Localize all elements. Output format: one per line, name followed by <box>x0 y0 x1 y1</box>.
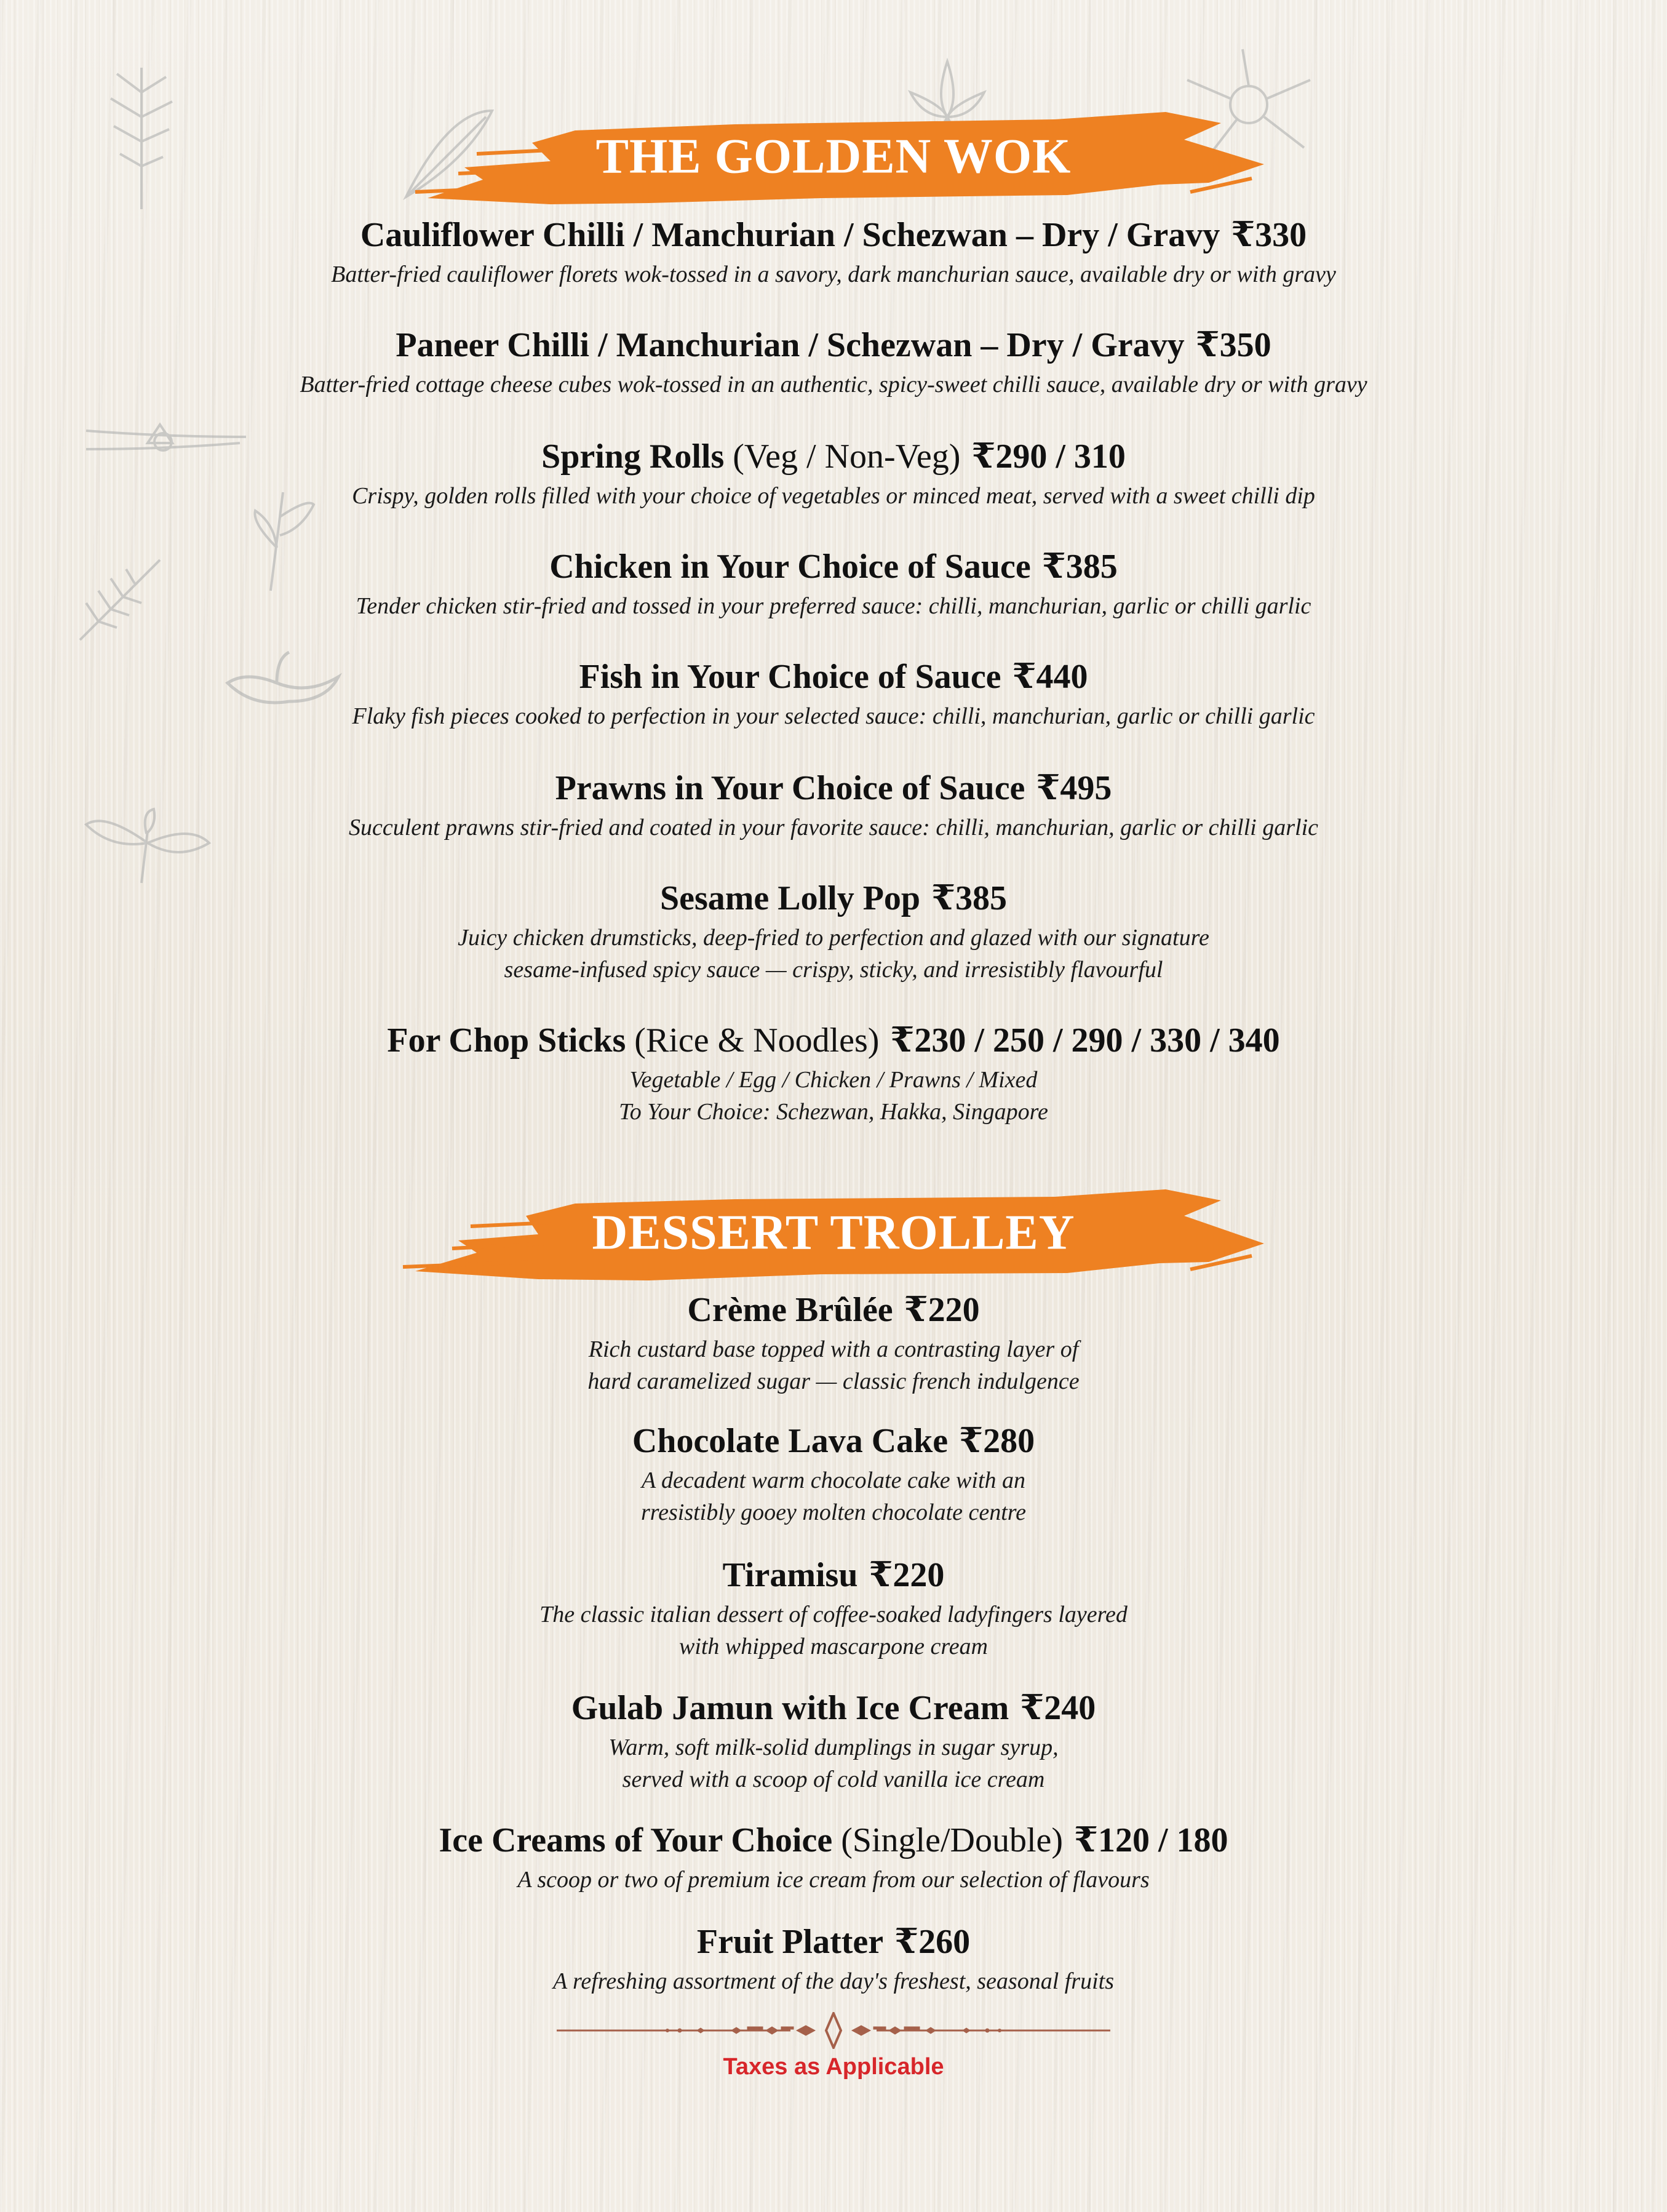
item-description: sesame-infused spicy sauce — crispy, sticky, and irresistibly flavourful <box>504 957 1163 983</box>
menu-item <box>0 1421 1667 1528</box>
item-name: Sesame Lolly Pop <box>659 879 921 917</box>
item-description: Rich custard base topped with a contrasting layer of <box>588 1336 1079 1362</box>
menu-item <box>0 437 1667 512</box>
menu-item <box>0 215 1667 290</box>
item-note: (Rice & Noodles) <box>634 1021 880 1060</box>
section-title: DESSERT TROLLEY <box>592 1205 1075 1260</box>
item-price: ₹240 <box>1020 1689 1096 1727</box>
item-description: Warm, soft milk-solid dumplings in sugar syrup, <box>608 1735 1059 1760</box>
item-price: ₹230 / 250 / 290 / 330 / 340 <box>890 1021 1280 1060</box>
menu-item <box>0 769 1667 844</box>
section-banner-dessert-trolley <box>391 1182 1276 1287</box>
menu-item <box>0 1688 1667 1795</box>
item-description: Juicy chicken drumsticks, deep-fried to perfection and glazed with our signature <box>458 925 1209 951</box>
item-name: For Chop Sticks <box>387 1021 626 1060</box>
item-name: Tiramisu <box>722 1556 858 1594</box>
item-name: Chocolate Lava Cake <box>632 1422 949 1460</box>
item-price: ₹220 <box>904 1291 980 1329</box>
item-name: Cauliflower Chilli / Manchurian / Schezwan – Dry / Gravy <box>360 216 1220 254</box>
item-name: Chicken in Your Choice of Sauce <box>549 548 1031 586</box>
taxes-note: Taxes as Applicable <box>723 2054 944 2080</box>
item-name: Ice Creams of Your Choice <box>439 1821 833 1859</box>
item-price: ₹495 <box>1036 769 1112 807</box>
item-price: ₹290 / 310 <box>971 437 1126 476</box>
menu-item <box>0 879 1667 986</box>
item-price: ₹120 / 180 <box>1074 1821 1228 1859</box>
item-description: hard caramelized sugar — classic french indulgence <box>587 1368 1080 1394</box>
item-name: Fish in Your Choice of Sauce <box>579 658 1001 696</box>
item-price: ₹220 <box>869 1556 945 1594</box>
menu-item <box>0 1821 1667 1896</box>
item-description: A refreshing assortment of the day's freshest, seasonal fruits <box>552 1968 1115 1994</box>
item-description: rresistibly gooey molten chocolate centre <box>640 1499 1027 1525</box>
item-description: The classic italian dessert of coffee-soaked ladyfingers layered <box>539 1602 1128 1627</box>
item-name: Fruit Platter <box>696 1923 884 1961</box>
item-description: Batter-fried cottage cheese cubes wok-tossed in an authentic, spicy-sweet chilli sauce, available dry or with gravy <box>300 372 1367 397</box>
item-description: with whipped mascarpone cream <box>678 1634 989 1659</box>
item-description: Crispy, golden rolls filled with your choice of vegetables or minced meat, served with a sweet chilli dip <box>352 483 1315 509</box>
item-note: (Single/Double) <box>841 1821 1064 1859</box>
item-name: Spring Rolls <box>541 437 725 476</box>
item-price: ₹385 <box>931 879 1008 917</box>
item-description: Flaky fish pieces cooked to perfection in your selected sauce: chilli, manchurian, garlic or chilli garlic <box>352 703 1315 729</box>
ornamental-divider-icon <box>557 2012 1110 2049</box>
item-description: Tender chicken stir-fried and tossed in your preferred sauce: chilli, manchurian, garlic or chilli garlic <box>356 593 1311 619</box>
menu-item <box>0 1555 1667 1663</box>
menu-item <box>0 1922 1667 1997</box>
menu-item <box>0 547 1667 622</box>
section-title: THE GOLDEN WOK <box>595 129 1072 184</box>
item-price: ₹385 <box>1041 548 1118 586</box>
item-name: Paneer Chilli / Manchurian / Schezwan – Dry / Gravy <box>396 326 1185 364</box>
menu-item <box>0 657 1667 732</box>
item-name: Crème Brûlée <box>687 1291 893 1329</box>
item-name: Gulab Jamun with Ice Cream <box>571 1689 1009 1727</box>
item-description: Succulent prawns stir-fried and coated in your favorite sauce: chilli, manchurian, garlic or chilli garlic <box>348 815 1319 840</box>
herb-dill-icon <box>92 55 191 215</box>
item-note: (Veg / Non-Veg) <box>733 437 961 476</box>
item-description: A decadent warm chocolate cake with an <box>641 1467 1026 1493</box>
item-price: ₹350 <box>1195 326 1271 364</box>
menu-item <box>0 1290 1667 1397</box>
item-description: Batter-fried cauliflower florets wok-tossed in a savory, dark manchurian sauce, available dry or with gravy <box>331 262 1336 287</box>
item-description: A scoop or two of premium ice cream from our selection of flavours <box>517 1867 1150 1893</box>
item-price: ₹280 <box>959 1422 1035 1460</box>
item-description: served with a scoop of cold vanilla ice cream <box>622 1767 1045 1792</box>
item-description: Vegetable / Egg / Chicken / Prawns / Mixed <box>629 1067 1038 1093</box>
menu-item <box>0 1021 1667 1128</box>
item-price: ₹440 <box>1012 658 1088 696</box>
section-banner-golden-wok <box>391 106 1276 210</box>
item-price: ₹330 <box>1231 216 1307 254</box>
item-price: ₹260 <box>894 1923 971 1961</box>
item-description: To Your Choice: Schezwan, Hakka, Singapore <box>619 1099 1048 1125</box>
item-name: Prawns in Your Choice of Sauce <box>555 769 1025 807</box>
menu-item <box>0 325 1667 401</box>
